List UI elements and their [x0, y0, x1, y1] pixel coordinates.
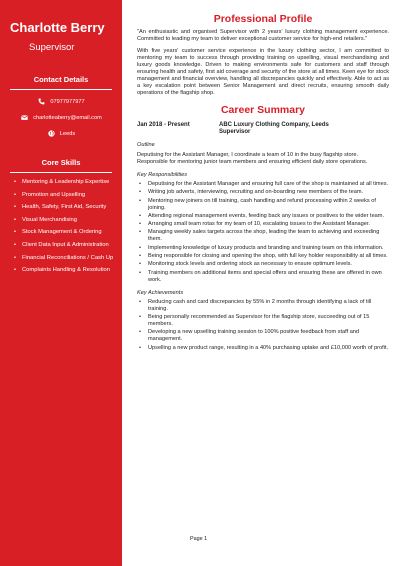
skill-item: • Mentoring & Leadership Expertise	[14, 179, 116, 186]
email-address: charlotteaberry@email.com	[33, 114, 102, 121]
job-header	[137, 122, 389, 136]
location-text: Leeds	[59, 130, 76, 137]
achievements-label: Key Achievements	[137, 289, 184, 296]
list-item: • Upselling a new product range, resulting in a 40% purchasing uptake and £10,000 worth of profit.	[137, 345, 389, 352]
profile-summary-body: With five years' customer service experience in the luxury clothing sector, I am committed to mentoring my team to success through providing training on upselling, visual merchandising and luxury goods knowledge. Driven to making environments safe for customers and staff through ensuring health and safety, first aid coverage and security of the store at all times. Keen eye for stock management and financial overview, handling all discrepancies quickly and effectively. Able to act as a key escalation point between Senior Management and direct recruits, ensuring smooth daily operations of the flagship shop.	[137, 48, 389, 96]
skills-list	[6, 179, 116, 275]
skill-item: • Client Data Input & Administration	[14, 242, 116, 249]
list-item: • Managing weekly sales targets across the shop, leading the team to achieving and exceeding them.	[137, 229, 389, 243]
list-item: • Developing a new upselling training session to 100% positive feedback from staff and management.	[137, 329, 389, 343]
list-item: • Implementing knowledge of luxury products and branding and training team on this information.	[137, 245, 389, 252]
list-item: • Training members on additional items and special offers and ensuring these are offered in own work.	[137, 270, 389, 284]
career-heading: Career Summary	[220, 104, 306, 116]
list-item: • Reducing cash and card discrepancies by 55% in 2 months through identifying a lack of till training.	[137, 299, 389, 313]
skill-item: • Promotion and Upselling	[14, 192, 116, 199]
list-item: • Being personally recommended as Supervisor for the flagship store, succeeding out of 15 members.	[137, 314, 389, 328]
job-company-role	[219, 122, 389, 136]
candidate-title: Supervisor	[29, 42, 75, 53]
skill-item: • Visual Merchandising	[14, 217, 116, 224]
contact-email	[6, 113, 116, 122]
phone-number: 07977977977	[50, 98, 85, 105]
skills-heading: Core Skills	[10, 158, 112, 173]
job-dates: Jan 2018 - Present	[137, 122, 190, 128]
sidebar	[0, 0, 122, 566]
job-company: ABC Luxury Clothing Company, Leeds	[219, 122, 329, 128]
list-item: • Mentoring new joiners on till training, cash handling and refund processing within 2 weeks of joining.	[137, 198, 389, 212]
contact-phone	[6, 97, 116, 106]
skill-item: • Stock Management & Ordering	[14, 229, 116, 236]
achievements-list	[137, 299, 389, 352]
skill-item: • Financial Reconciliations / Cash Up	[14, 255, 116, 262]
envelope-icon	[20, 113, 29, 122]
skill-item: • Complaints Handling & Resolution	[14, 267, 116, 274]
job-role: Supervisor	[219, 129, 251, 135]
list-item: • Deputising for the Assistant Manager and ensuring full care of the shop is maintained at all times.	[137, 181, 389, 188]
outline-text: Deputising for the Assistant Manager, I coordinate a team of 10 in the busy flagship store. Responsible for mentoring junior team members and ensuring efficient daily store operations.	[137, 152, 368, 165]
contact-heading: Contact Details	[10, 75, 112, 90]
responsibilities-label: Key Responsibilities	[137, 172, 188, 178]
profile-summary-quote: "An enthusiastic and organised Supervisor with 2 years' luxury clothing management experience. Committed to leading my team to deliver exceptional customer service for high-end retailers."	[137, 29, 389, 42]
globe-icon	[47, 129, 56, 138]
main-content	[137, 0, 389, 353]
list-item: • Arranging small team rotas for my team of 10, escalating issues to the Assistant Manager.	[137, 221, 389, 228]
candidate-name: Charlotte Berry	[10, 20, 105, 35]
profile-heading: Professional Profile	[213, 13, 313, 25]
skill-item: • Health, Safety, First Aid, Security	[14, 204, 116, 211]
page-number: Page 1	[190, 536, 208, 542]
contact-location	[6, 129, 116, 138]
list-item: • Writing job adverts, interviewing, recruiting and on-boarding new members of the team.	[137, 189, 389, 196]
outline-label: Outline	[137, 142, 155, 148]
list-item: • Monitoring stock levels and ordering stock as necessary to ensure optimum levels.	[137, 261, 389, 268]
phone-icon	[37, 97, 46, 106]
list-item: • Being responsible for closing and opening the shop, with full key holder responsibility at all times.	[137, 253, 389, 260]
list-item: • Attending regional management events, feeding back any issues or positives to the wider team.	[137, 213, 389, 220]
responsibilities-list	[137, 181, 389, 284]
